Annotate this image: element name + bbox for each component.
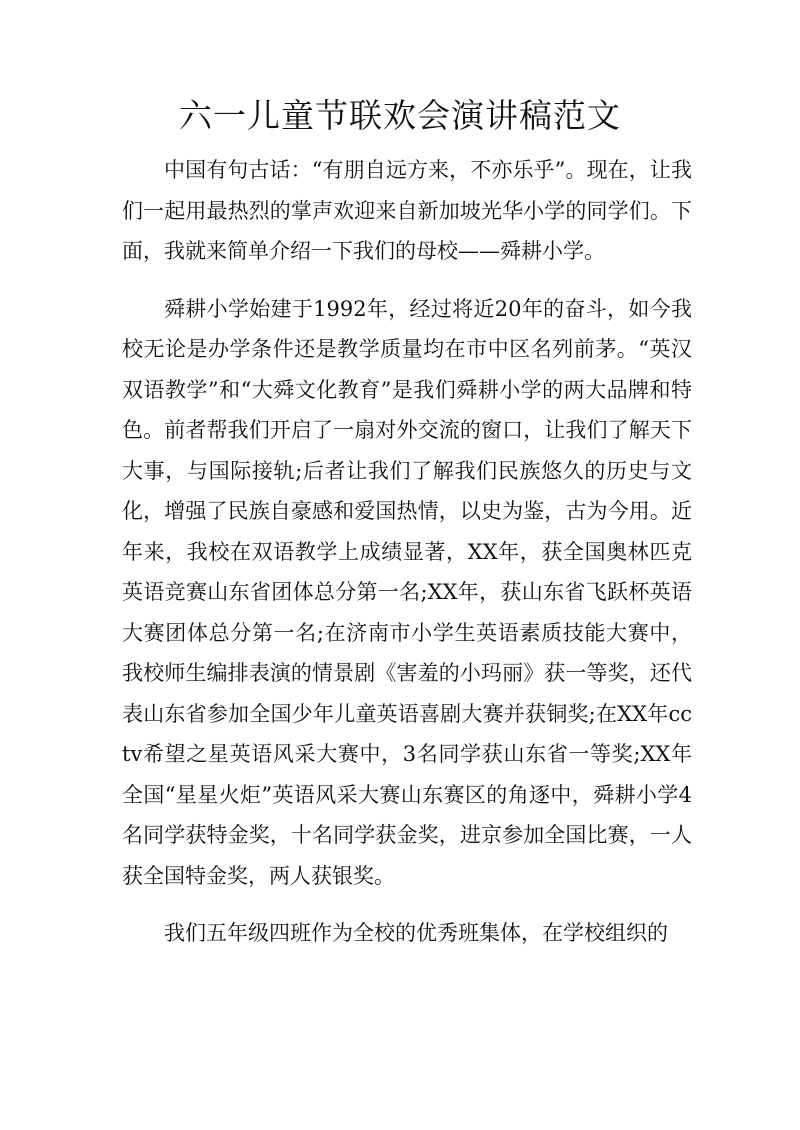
paragraph-school-history: 舜耕小学始建于1992年，经过将近20年的奋斗，如今我校无论是办学条件还是教学质量均在市中区名列前茅。“英汉双语教学”和“大舜文化教育”是我们舜耕小学的两大品牌和特色。前者帮我们开启了一扇对外交流的窗口，让我们了解天下大事，与国际接轨;后者让我们了解我们民族悠久的历史与文化，增强了民族自豪感和爱国热情，以史为鉴，古为今用。近年来，我校在双语教学上成绩显著，XX年，获全国奥林匹克英语竞赛山东省团体总分第一名;XX年，获山东省飞跃杯英语大赛团体总分第一名;在济南市小学生英语素质技能大赛中，我校师生编排表演的情景剧《害羞的小玛丽》获一等奖，还代表山东省参加全国少年儿童英语喜剧大赛并获铜奖;在XX年cctv希望之星英语风采大赛中，3名同学获山东省一等奖;XX年全国“星星火炬”英语风采大赛山东赛区的角逐中，舜耕小学4名同学获特金奖，十名同学获金奖，进京参加全国比赛，一人获全国特金奖，两人获银奖。 <box>122 296 692 888</box>
paragraph-intro: 中国有句古话：“有朋自远方来，不亦乐乎”。现在，让我们一起用最热烈的掌声欢迎来自新加坡光华小学的同学们。下面，我就来简单介绍一下我们的母校——舜耕小学。 <box>122 158 692 263</box>
document-body <box>122 150 692 971</box>
paragraph-class-intro: 我们五年级四班作为全校的优秀班集体，在学校组织的 <box>164 921 668 945</box>
document-title: 六一儿童节联欢会演讲稿范文 <box>179 96 621 135</box>
